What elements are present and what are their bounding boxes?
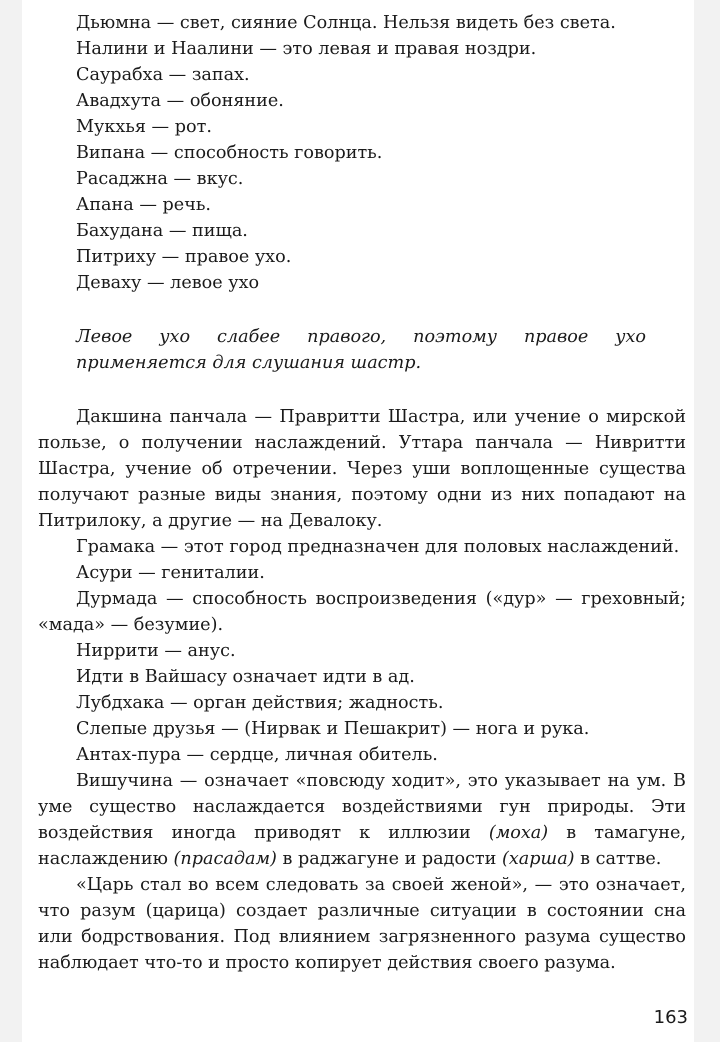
term-line: Бахудана — пища. bbox=[76, 221, 248, 241]
paragraph: «Царь стал во всем следовать за своей женой», — это означает, что разум (царица) создает различные ситуации в состоянии сна или бодрствования. Под влиянием загрязненного разума существо наблюдает что-то и просто копирует действия своего разума. bbox=[38, 875, 686, 973]
paragraph: Идти в Вайшасу означает идти в ад. bbox=[76, 667, 415, 687]
term-line: Апана — речь. bbox=[76, 195, 212, 215]
term-list bbox=[38, 10, 686, 296]
italic-term: (прасадам) bbox=[173, 849, 277, 869]
paragraph: Дурмада — способность воспроизведения («дур» — греховный; «мада» — безумие). bbox=[38, 589, 686, 635]
term-line: Питриху — правое ухо. bbox=[76, 247, 292, 267]
term-line: Випана — способность говорить. bbox=[76, 143, 383, 163]
note-text: Левое ухо слабее правого, поэтому правое ухо применяется для слушания шастр. bbox=[76, 327, 646, 373]
text-run: в саттве. bbox=[574, 849, 662, 869]
paragraph: Грамака — этот город предназначен для половых наслаждений. bbox=[76, 537, 680, 557]
page-number: 163 bbox=[653, 1007, 688, 1028]
page-text bbox=[38, 10, 686, 976]
term-line: Саурабха — запах. bbox=[76, 65, 250, 85]
paragraph: Ниррити — анус. bbox=[76, 641, 236, 661]
body-text bbox=[38, 404, 686, 976]
italic-note bbox=[76, 324, 646, 376]
paragraph: Лубдхака — орган действия; жадность. bbox=[76, 693, 444, 713]
term-line: Налини и Наалини — это левая и правая ноздри. bbox=[76, 39, 537, 59]
italic-term: (харша) bbox=[501, 849, 575, 869]
paragraph-vishuchina bbox=[38, 768, 686, 872]
term-line: Мукхья — рот. bbox=[76, 117, 212, 137]
term-line: Дьюмна — свет, сияние Солнца. Нельзя видеть без света. bbox=[76, 13, 616, 33]
paragraph: Асури — гениталии. bbox=[76, 563, 265, 583]
book-page bbox=[22, 0, 694, 1042]
term-line: Авадхута — обоняние. bbox=[76, 91, 284, 111]
term-line: Расаджна — вкус. bbox=[76, 169, 244, 189]
italic-term: (моха) bbox=[488, 823, 549, 843]
paragraph: Слепые друзья — (Нирвак и Пешакрит) — нога и рука. bbox=[76, 719, 590, 739]
term-line: Деваху — левое ухо bbox=[76, 273, 260, 293]
paragraph: Дакшина панчала — Правритти Шастра, или учение о мирской пользе, о получении наслаждений. Уттара панчала — Нивритти Шастра, учение об отречении. Через уши воплощенные существа получают разные виды знания, поэтому одни из них попадают на Питрилоку, а другие — на Девалоку. bbox=[38, 407, 686, 531]
text-run: в раджагуне и радости bbox=[276, 849, 502, 869]
paragraph: Антах-пура — сердце, личная обитель. bbox=[76, 745, 438, 765]
text-run: в тамагуне, наслаждению bbox=[38, 823, 686, 869]
text-run: Вишучина — означает «повсюду ходит», это указывает на ум. В уме существо наслаждается воздействиями гун природы. Эти воздействия иногда приводят к иллюзии bbox=[38, 771, 686, 843]
